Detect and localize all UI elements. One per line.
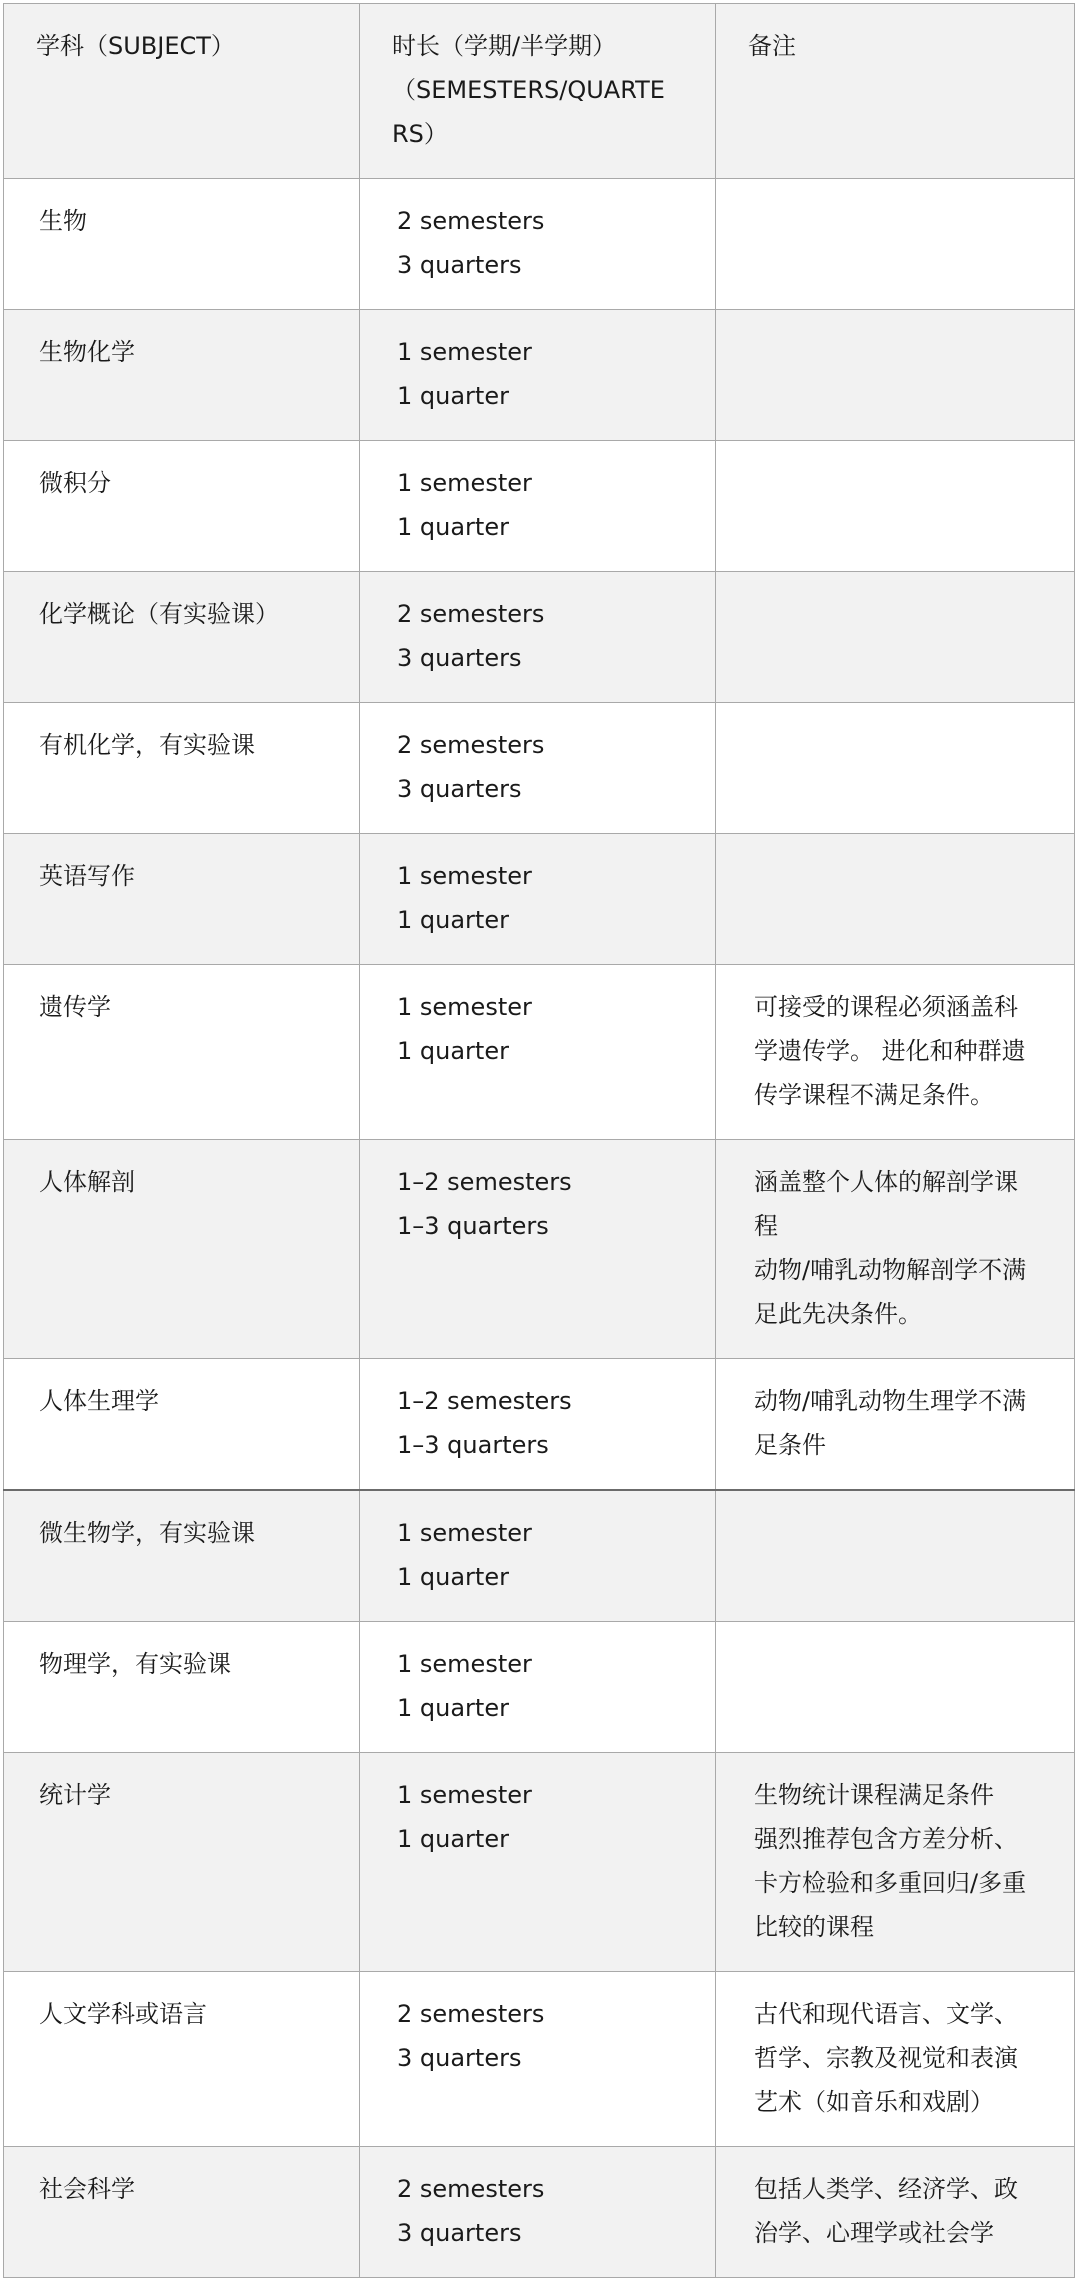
- table-body: [4, 4, 1075, 2278]
- duration-cell: [360, 572, 716, 703]
- duration-text: 2 semesters 3 quarters: [397, 2000, 545, 2072]
- subject-text: 物理学，有实验课: [39, 1650, 231, 1678]
- duration-cell: [360, 1972, 716, 2147]
- duration-text: 1 semester 1 quarter: [397, 1650, 532, 1722]
- notes-text: 涵盖整个人体的解剖学课 程 动物/哺乳动物解剖学不满 足此先决条件。: [754, 1168, 1027, 1328]
- notes-text: 动物/哺乳动物生理学不满 足条件: [754, 1387, 1027, 1459]
- table-row: [4, 1622, 1075, 1753]
- subject-text: 生物化学: [39, 338, 135, 366]
- table-row: [4, 179, 1075, 310]
- header-duration-cell: [360, 4, 716, 179]
- duration-text: 1 semester 1 quarter: [397, 338, 532, 410]
- duration-cell: [360, 441, 716, 572]
- subject-text: 社会科学: [39, 2175, 135, 2203]
- subject-cell: [4, 703, 360, 834]
- header-duration: 时长（学期/半学期） （SEMESTERS/QUARTE RS）: [392, 32, 665, 148]
- duration-text: 1 semester 1 quarter: [397, 993, 532, 1065]
- notes-cell: [716, 1140, 1075, 1359]
- duration-text: 2 semesters 3 quarters: [397, 600, 545, 672]
- table-row: [4, 1359, 1075, 1491]
- subject-cell: [4, 965, 360, 1140]
- notes-cell: [716, 703, 1075, 834]
- duration-cell: [360, 179, 716, 310]
- subject-text: 英语写作: [39, 862, 135, 890]
- subject-cell: [4, 1753, 360, 1972]
- duration-cell: [360, 2147, 716, 2278]
- subject-cell: [4, 310, 360, 441]
- notes-cell: [716, 1359, 1075, 1491]
- duration-cell: [360, 834, 716, 965]
- duration-text: 1 semester 1 quarter: [397, 1781, 532, 1853]
- subject-cell: [4, 179, 360, 310]
- duration-text: 1 semester 1 quarter: [397, 862, 532, 934]
- header-subject-cell: [4, 4, 360, 179]
- subject-cell: [4, 572, 360, 703]
- duration-text: 2 semesters 3 quarters: [397, 731, 545, 803]
- subject-text: 化学概论（有实验课）: [39, 600, 279, 628]
- notes-cell: [716, 179, 1075, 310]
- subject-cell: [4, 1490, 360, 1622]
- table-row: [4, 1753, 1075, 1972]
- subject-cell: [4, 1140, 360, 1359]
- table-row: [4, 310, 1075, 441]
- table-row: [4, 1140, 1075, 1359]
- notes-cell: [716, 441, 1075, 572]
- prerequisites-table: [3, 3, 1075, 2278]
- notes-text: 古代和现代语言、文学、 哲学、宗教及视觉和表演 艺术（如音乐和戏剧）: [754, 2000, 1018, 2116]
- table-row: [4, 572, 1075, 703]
- duration-cell: [360, 1140, 716, 1359]
- header-notes: 备注: [748, 32, 796, 60]
- notes-cell: [716, 1753, 1075, 1972]
- table-row: [4, 2147, 1075, 2278]
- duration-cell: [360, 1753, 716, 1972]
- notes-cell: [716, 2147, 1075, 2278]
- subject-cell: [4, 441, 360, 572]
- subject-cell: [4, 1359, 360, 1491]
- subject-text: 统计学: [39, 1781, 111, 1809]
- subject-text: 人体生理学: [39, 1387, 159, 1415]
- notes-cell: [716, 834, 1075, 965]
- duration-cell: [360, 965, 716, 1140]
- duration-text: 1–2 semesters 1–3 quarters: [397, 1387, 572, 1459]
- duration-cell: [360, 1622, 716, 1753]
- subject-text: 微积分: [39, 469, 111, 497]
- table-row: [4, 703, 1075, 834]
- notes-text: 生物统计课程满足条件 强烈推荐包含方差分析、 卡方检验和多重回归/多重 比较的课程: [754, 1781, 1027, 1941]
- duration-cell: [360, 1359, 716, 1491]
- duration-text: 1 semester 1 quarter: [397, 1519, 532, 1591]
- notes-text: 包括人类学、经济学、政 治学、心理学或社会学: [754, 2175, 1018, 2247]
- notes-cell: [716, 572, 1075, 703]
- notes-cell: [716, 310, 1075, 441]
- notes-cell: [716, 1490, 1075, 1622]
- table-row: [4, 441, 1075, 572]
- duration-text: 2 semesters 3 quarters: [397, 2175, 545, 2247]
- subject-text: 生物: [39, 207, 87, 235]
- subject-text: 微生物学，有实验课: [39, 1519, 255, 1547]
- subject-text: 有机化学，有实验课: [39, 731, 255, 759]
- table-header-row: [4, 4, 1075, 179]
- subject-text: 遗传学: [39, 993, 111, 1021]
- header-notes-cell: [716, 4, 1075, 179]
- duration-cell: [360, 310, 716, 441]
- notes-cell: [716, 1972, 1075, 2147]
- notes-cell: [716, 965, 1075, 1140]
- notes-text: 可接受的课程必须涵盖科 学遗传学。 进化和种群遗 传学课程不满足条件。: [754, 993, 1026, 1109]
- subject-cell: [4, 834, 360, 965]
- table-row: [4, 1972, 1075, 2147]
- duration-text: 2 semesters 3 quarters: [397, 207, 545, 279]
- duration-text: 1 semester 1 quarter: [397, 469, 532, 541]
- table-row: [4, 965, 1075, 1140]
- table-row: [4, 1490, 1075, 1622]
- duration-cell: [360, 703, 716, 834]
- subject-cell: [4, 1972, 360, 2147]
- subject-text: 人体解剖: [39, 1168, 135, 1196]
- subject-text: 人文学科或语言: [39, 2000, 207, 2028]
- notes-cell: [716, 1622, 1075, 1753]
- duration-text: 1–2 semesters 1–3 quarters: [397, 1168, 572, 1240]
- duration-cell: [360, 1490, 716, 1622]
- table-row: [4, 834, 1075, 965]
- header-subject: 学科（SUBJECT）: [36, 32, 235, 60]
- subject-cell: [4, 1622, 360, 1753]
- subject-cell: [4, 2147, 360, 2278]
